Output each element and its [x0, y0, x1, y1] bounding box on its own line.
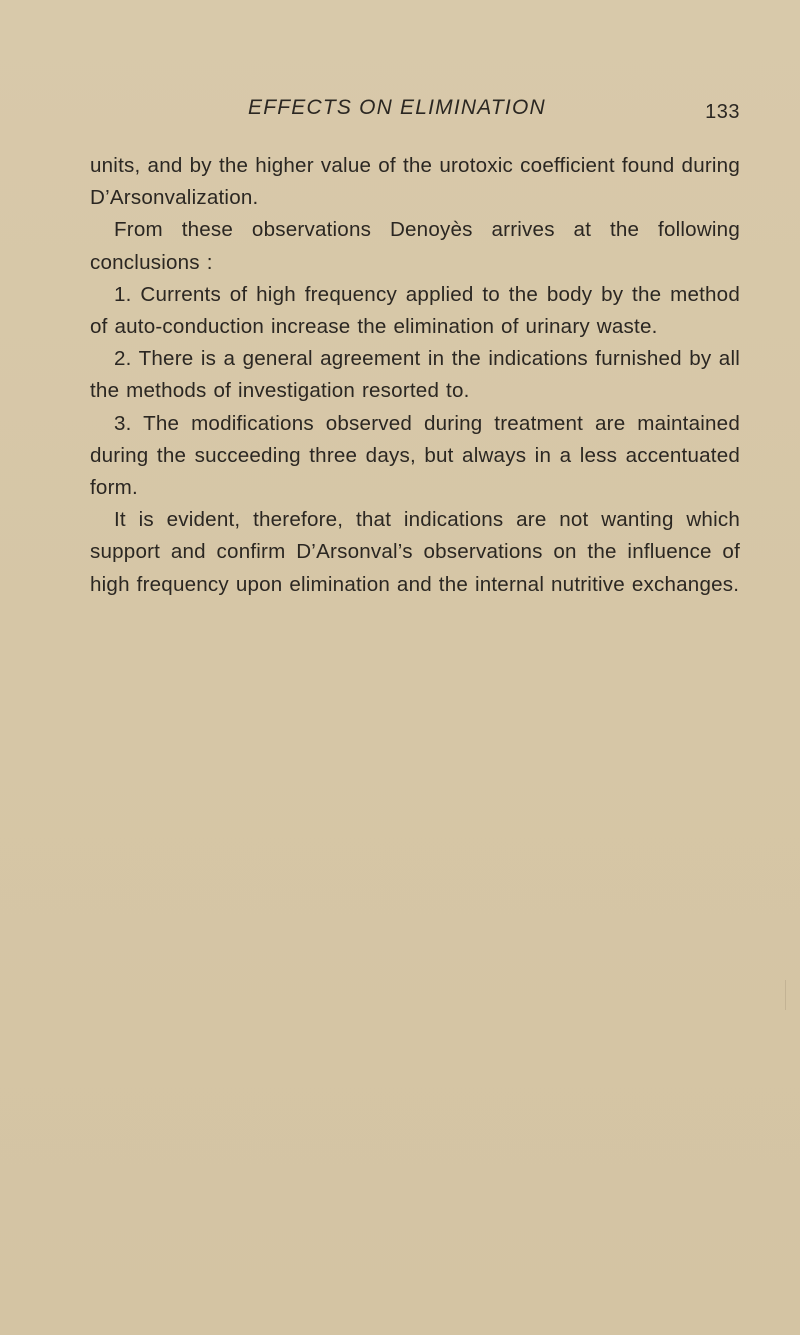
conclusion-item-2: 2. There is a general agreement in the indications furnished by all the methods of investigation resorted to. [90, 347, 740, 403]
body-text [90, 150, 740, 601]
paper-crease-mark [785, 980, 786, 1010]
paragraph-final: It is evident, therefore, that indications are not wanting which support and confirm D’Arsonval’s observations on the influence of high frequency upon elimination and the internal nutritive exchanges. [90, 508, 740, 596]
running-title: EFFECTS ON ELIMINATION [248, 96, 546, 119]
running-header [90, 94, 740, 134]
page-number: 133 [705, 101, 740, 123]
conclusion-item-1: 1. Currents of high frequency applied to the body by the method of auto-conduction increase the elimination of urinary waste. [90, 282, 740, 339]
conclusion-item-3: 3. The modifications observed during treatment are maintained during the succeeding three days, but always in a less accentuated form. [90, 411, 740, 500]
paragraph-conclusions-intro: From these observations Denoyès arrives at the following conclusions : [90, 218, 740, 274]
paragraph-continuation: units, and by the higher value of the urotoxic coefficient found during D’Arsonvalization. [90, 154, 740, 210]
